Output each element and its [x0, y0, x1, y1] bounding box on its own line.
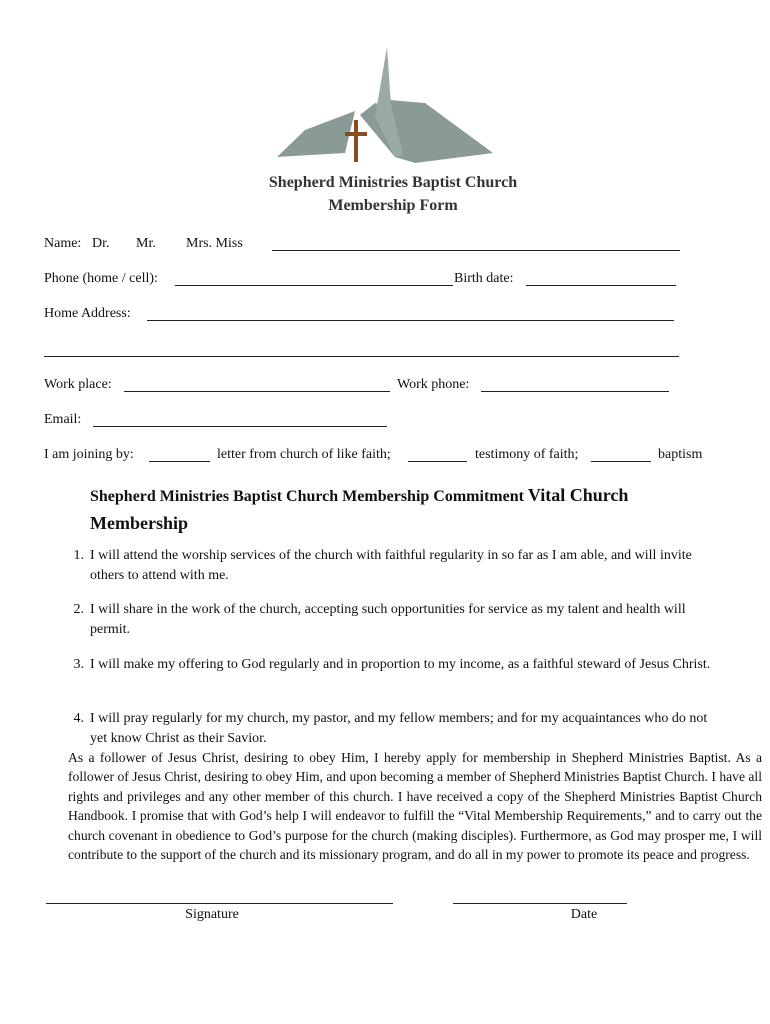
home-address-input-line[interactable] [147, 320, 674, 321]
logo-left-wing [277, 111, 355, 157]
work-phone-input-line[interactable] [481, 391, 669, 392]
birth-date-label: Birth date: [454, 271, 514, 286]
signature-label: Signature [185, 907, 239, 922]
birth-date-input-line[interactable] [526, 285, 676, 286]
joining-letter-blank[interactable] [149, 461, 210, 462]
work-place-input-line[interactable] [124, 391, 390, 392]
commitment-item-number: 1. [73, 548, 84, 563]
home-address-input-line-2[interactable] [44, 356, 679, 357]
membership-application-paragraph: As a follower of Jesus Christ, desiring to obey Him, I hereby apply for membership in Shepherd Ministries Baptist. As a follower of Jesus Christ, desiring to obey Him, and upon becoming a member of Shepherd Ministries Baptist Church. I have all rights and privileges and any other member of this church. I have received a copy of the Shepherd Ministries Baptist Church Handbook. I promise that with God’s help I will endeavor to fulfill the “Vital Membership Requirements,” and to carry out the church covenant in obedience to God’s purpose for the church (making disciples). Furthermore, as God may prosper me, I will contribute to the support of the church and its missionary program, and do all in my power to promote its peace and progress. [68, 750, 762, 863]
signature-input-line[interactable] [46, 903, 393, 904]
home-address-label: Home Address: [44, 306, 131, 321]
work-place-label: Work place: [44, 377, 112, 392]
name-input-line[interactable] [272, 250, 680, 251]
commitment-item-number: 4. [73, 711, 84, 726]
date-input-line[interactable] [453, 903, 627, 904]
commitment-heading-part1: Shepherd Ministries Baptist Church Membership Commitment [90, 488, 524, 505]
commitment-heading-part2: Vital Church [527, 485, 629, 505]
name-label: Name: [44, 236, 82, 251]
joining-baptism-blank[interactable] [591, 461, 651, 462]
title-option-dr[interactable]: Dr. [92, 236, 110, 251]
phone-input-line[interactable] [175, 285, 453, 286]
joining-option-letter: letter from church of like faith; [217, 447, 391, 462]
commitment-item-text: I will share in the work of the church, accepting such opportunities for service as my talent and health will permit. [90, 602, 686, 637]
work-phone-label: Work phone: [397, 377, 470, 392]
commitment-item-text: I will pray regularly for my church, my pastor, and my fellow members; and for my acquaintances who do not yet know Christ as their Savior. [90, 711, 708, 746]
commitment-item-text: I will make my offering to God regularly and in proportion to my income, as a faithful steward of Jesus Christ. [90, 657, 711, 672]
commitment-item-text: I will attend the worship services of the church with faithful regularity in so far as I am able, and will invite others to attend with me. [90, 548, 692, 583]
date-label: Date [570, 907, 598, 922]
logo-cross-horizontal [345, 132, 367, 136]
commitment-heading-part3: Membership [90, 513, 188, 533]
commitment-item-number: 3. [73, 657, 84, 672]
joining-testimony-blank[interactable] [408, 461, 467, 462]
joining-option-baptism: baptism [658, 447, 703, 462]
phone-label: Phone (home / cell): [44, 271, 158, 286]
joining-option-testimony: testimony of faith; [475, 447, 579, 462]
commitment-heading [90, 482, 710, 538]
form-title-membership: Membership Form [328, 197, 458, 214]
email-label: Email: [44, 412, 82, 427]
title-option-mr[interactable]: Mr. [136, 236, 156, 251]
joining-label: I am joining by: [44, 447, 134, 462]
email-input-line[interactable] [93, 426, 387, 427]
logo-cross-vertical [354, 120, 358, 162]
title-option-mrs-miss[interactable]: Mrs. Miss [186, 236, 243, 251]
commitment-item-number: 2. [73, 602, 84, 617]
church-steeple-cross-logo-icon [275, 45, 500, 170]
form-title-church: Shepherd Ministries Baptist Church [268, 174, 518, 191]
